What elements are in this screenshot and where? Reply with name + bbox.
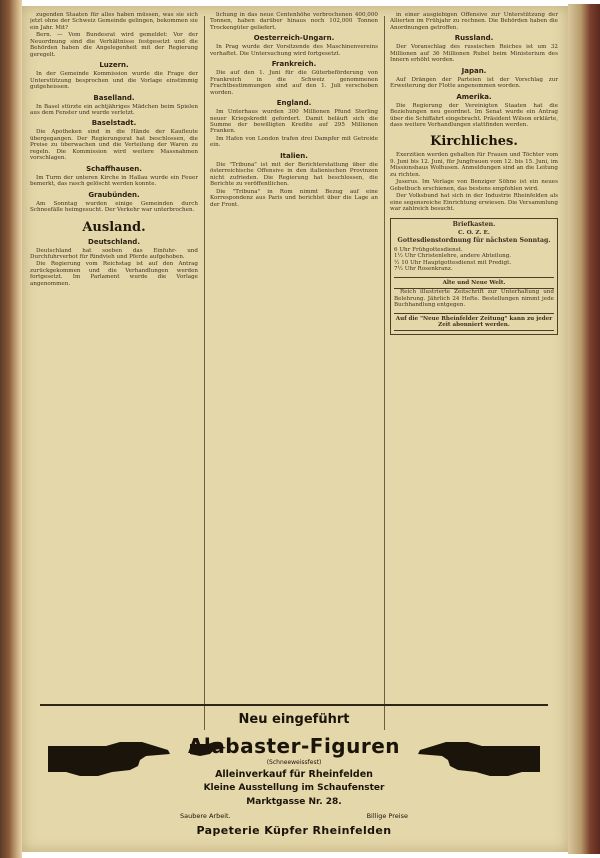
paragraph: Bern. — Vom Bundesrat wird gemeldet: Vor der Neuordnung sind die Verhältnisse festgesetzt und die Behörden haben die Angelegenheit mit der Regierung geregelt. xyxy=(30,32,198,58)
paragraph: Im Unterhaus wurden 300 Millionen Pfund Sterling neuer Kriegskredit gefordert. Damit beläuft sich die Summe der bewilligten Kredite auf 295 Millionen Franken. xyxy=(210,109,378,135)
heading-deutschland: Deutschland. xyxy=(88,237,140,246)
ad-left-note: Saubere Arbeit. xyxy=(180,812,231,820)
heading-england: England. xyxy=(276,99,312,108)
column-1 xyxy=(30,12,198,730)
ad-headline: Neu eingeführt xyxy=(238,712,350,727)
column-3 xyxy=(390,12,558,730)
paragraph: Im Turm der unteren Kirche in Hallau wurde ein Feuer bemerkt, das rasch gelöscht werden konnte. xyxy=(30,174,198,188)
paragraph: In Basel stürzte ein achtjähriges Mädchen beim Spielen aus dem Fenster und wurde verletzt. xyxy=(30,103,198,116)
paragraph: Die Apotheken sind in die Hände der Kaufleute übergegangen. Der Regierungsrat hat beschlossen, die Preise zu überwachen und die Verteilung der Waren zu regeln. Die Kommission wird weitere Massnahmen vorschlagen. xyxy=(30,129,198,162)
ad-product: Alabaster-Figuren xyxy=(187,734,401,758)
heading-japan: Japan. xyxy=(461,66,487,75)
paragraph: In Prag wurde der Vorsitzende des Maschinenvereins verhaftet. Die Untersuchung wird fortgesetzt. xyxy=(210,44,378,57)
paragraph: Die auf den 1. Juni für die Güterbeförderung von Frankreich in die Schweiz genommenen Frachtbestimmungen sind auf den 1. Juli verschoben worden. xyxy=(210,70,378,96)
ad-sales: Alleinverkauf für Rheinfelden xyxy=(215,769,373,780)
heading-luzern: Luzern. xyxy=(99,61,129,70)
column-rule xyxy=(384,16,385,730)
paragraph: Deutschland hat soeben das Einfuhr- und Durchfuhrverbot für Rindvieh und Pferde aufgehoben. xyxy=(30,247,198,260)
heading-ausland: Ausland. xyxy=(82,219,146,235)
heading-oesterreich: Oesterreich-Ungarn. xyxy=(253,34,335,43)
page-edges xyxy=(568,4,600,854)
paragraph: Am Sonntag wurden einige Gemeinden durch Schneefälle heimgesucht. Der Verkehr war unterbrochen. xyxy=(30,200,198,214)
heading-russland: Russland. xyxy=(454,34,494,43)
ad-exhibition: Kleine Ausstellung im Schaufenster xyxy=(203,783,385,793)
book-spine xyxy=(0,0,22,858)
paragraph: in einer ausgiebigen Offensive zur Unterstützung der Allierten im Frühjahr zu rechnen. Die Behörden haben die Anordnungen getroffen. xyxy=(390,12,558,31)
paragraph: Die "Tribuna" in Rom nimmt Bezug auf eine Korrespondenz aus Paris und berichtet über die Lage an der Front. xyxy=(210,188,378,208)
paragraph: In der Gemeinde Kommission wurde die Frage der Unterstützung besprochen und die Vorlage einstimmig gutgeheissen. xyxy=(30,71,198,91)
column-rule xyxy=(204,16,205,730)
heading-kirchliches: Kirchliches. xyxy=(430,134,518,150)
paragraph: Die "Tribuna" ist mit der Berichterstattung über die österreichische Offensive in den italienischen Provinzen nicht zufrieden. Die Regierung hat beschlossen, die Berichte zu veröffentlichen. xyxy=(210,161,378,188)
ad-note: (Schneeweissfest) xyxy=(266,759,322,766)
paragraph: Im Hafen von London trafen drei Dampfer mit Getreide ein. xyxy=(210,135,378,149)
paragraph: lichung in das neue Centenhöhe verbrochenen 400,000 Tonnen, haben darüber hinaus noch 102,000 Tonnen Trockengüter geliefert. xyxy=(210,12,378,31)
heading-frankreich: Frankreich. xyxy=(271,60,317,69)
heading-italien: Italien. xyxy=(280,151,308,160)
notice-title: Alte und Neue Welt. xyxy=(394,277,554,289)
ad-address: Marktgasse Nr. 28. xyxy=(246,797,342,807)
schedule-line: 1½ Uhr Christenlehre, andere Abteilung. xyxy=(394,253,512,260)
heading-baselstadt: Baselstadt. xyxy=(91,119,137,128)
paragraph: Der Volksbund hat sich in der Industrie Rheinfelden als eine segensreiche Einrichtung erwiesen. Die Versammlung war zahlreich besucht. xyxy=(390,193,558,213)
schedule-title: Gottesdienstordnung für nächsten Sonntag. xyxy=(397,237,551,245)
schedule-line: 7½ Uhr Rosenkranz. xyxy=(394,266,453,273)
paragraph: Der Voranschlag des russischen Reiches ist um 32 Millionen auf 36 Millionen Rubel beim Ministerium des Innern erhöht worden. xyxy=(390,44,558,64)
paragraph: Die Regierung der Vereinigten Staaten hat die Beziehungen neu geordnet. Im Senat wurde ein Antrag über die Schiffahrt eingebracht. Präsident Wilson erklärte, dass weitere Verhandlungen stattfinden werden. xyxy=(390,102,558,128)
paragraph: Exerzitien werden gehalten für Frauen und Töchter vom 9. Juni bis 12. Juni, für Jungfrauen vom 12. bis 15. Juni, im Missionshaus Wolhusen. Anmeldungen sind an die Leitung zu richten. xyxy=(390,152,558,178)
column-2 xyxy=(210,12,378,730)
paragraph: Reich illustrierte Zeitschrift zur Unterhaltung und Belehrung. Jährlich 24 Hefte. Bestellungen nimmt jede Buchhandlung entgegen. xyxy=(394,289,554,309)
text-columns xyxy=(30,12,558,730)
heading-baselland: Baselland. xyxy=(93,93,135,102)
subscription-notice: Auf die "Neue Rheinfelder Zeitung" kann zu jeder Zeit abonniert werden. xyxy=(394,313,554,332)
notice-box xyxy=(390,218,558,336)
heading-graubuenden: Graubünden. xyxy=(88,190,140,199)
ad-shop-name: Papeterie Küpfer Rheinfelden xyxy=(196,824,392,837)
box-title: Briefkasten. xyxy=(452,220,496,228)
paragraph: Auf Drängen der Parteien ist der Vorschlag zur Erweiterung der Flotte angenommen worden. xyxy=(390,76,558,90)
ad-right-note: Billige Preise xyxy=(366,812,408,820)
paragraph: Die Regierung vom Reichstag ist auf den Antrag zurückgekommen und die Verhandlungen werden fortgesetzt. Im Parlament wurde die Vorlage angenommen. xyxy=(30,261,198,287)
schedule-line: 6 Uhr Frühgottesdienst. xyxy=(394,246,463,253)
paragraph: zugenden Staaten für alles haben müssen, was sie sich jetzt ohne der Schweiz Gemeinde gelingen, bekommen sie ein Jahr. Mit? xyxy=(30,12,198,31)
heading-schaffhausen: Schaffhausen. xyxy=(86,164,142,173)
schedule-line: ½ 10 Uhr Hauptgottesdienst mit Predigt. xyxy=(394,259,512,266)
advertisement xyxy=(40,704,548,846)
heading-amerika: Amerika. xyxy=(456,92,492,101)
box-subtitle: C. O. Z. E. xyxy=(458,229,490,236)
newspaper-page xyxy=(22,6,568,852)
paragraph: Juserus. Im Verlage von Benziger Söhne ist ein neues Gebetbuch erschienen, das bestens empfohlen wird. xyxy=(390,179,558,192)
